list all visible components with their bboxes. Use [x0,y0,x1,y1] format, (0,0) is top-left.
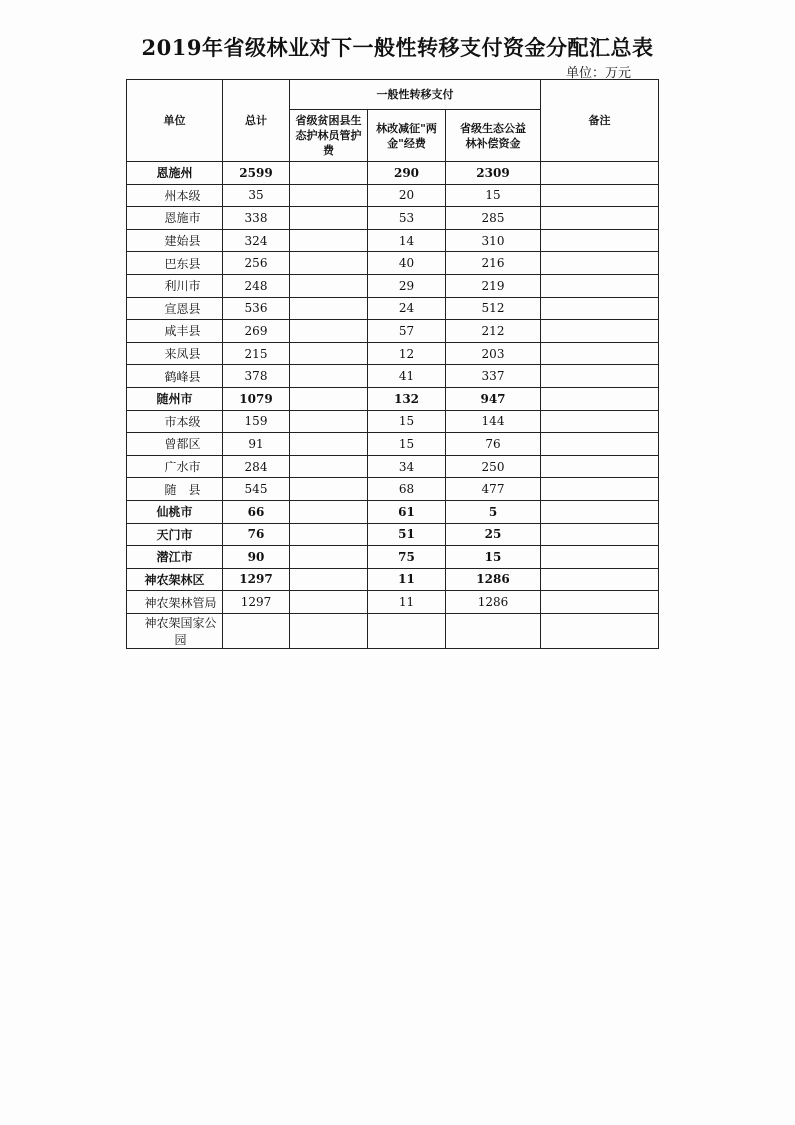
total-cell: 338 [223,207,290,230]
forest-reform-fund-cell: 75 [368,546,446,569]
unit-name-cell: 仙桃市 [127,500,223,523]
header-unit: 单位 [127,80,223,162]
total-cell: 35 [223,184,290,207]
forest-ranger-fee-cell [290,297,368,320]
table-row [127,546,659,569]
total-cell: 159 [223,410,290,433]
forest-reform-fund-cell: 68 [368,478,446,501]
forest-reform-fund-cell: 14 [368,229,446,252]
forest-ranger-fee-cell [290,613,368,648]
unit-name-cell: 鹤峰县 [127,365,223,388]
forest-reform-fund-cell: 290 [368,162,446,185]
table-row [127,455,659,478]
table-row [127,320,659,343]
remark-cell [541,433,659,456]
table-row [127,162,659,185]
forest-reform-fund-cell: 51 [368,523,446,546]
table-row [127,478,659,501]
header-forest-ranger-fee: 省级贫困县生态护林员管护费 [290,110,368,162]
forest-reform-fund-cell: 20 [368,184,446,207]
unit-name-cell: 巴东县 [127,252,223,275]
table-row [127,613,659,648]
remark-cell [541,207,659,230]
table-row [127,342,659,365]
forest-ranger-fee-cell [290,229,368,252]
total-cell: 545 [223,478,290,501]
remark-cell [541,297,659,320]
ecological-compensation-cell: 947 [446,387,541,410]
forest-reform-fund-cell: 57 [368,320,446,343]
forest-reform-fund-cell: 24 [368,297,446,320]
ecological-compensation-cell: 285 [446,207,541,230]
document-title: 2019年省级林业对下一般性转移支付资金分配汇总表 [141,35,654,60]
ecological-compensation-cell: 144 [446,410,541,433]
unit-name-cell: 市本级 [127,410,223,433]
forest-reform-fund-cell: 15 [368,410,446,433]
total-cell: 90 [223,546,290,569]
remark-cell [541,591,659,614]
remark-cell [541,568,659,591]
ecological-compensation-cell: 1286 [446,568,541,591]
unit-name-cell: 神农架国家公园 [127,613,223,648]
unit-note: 单位：万元 [565,66,631,81]
remark-cell [541,478,659,501]
ecological-compensation-cell: 216 [446,252,541,275]
unit-name-cell: 随州市 [127,387,223,410]
unit-name-cell: 建始县 [127,229,223,252]
table-row [127,523,659,546]
table-row [127,387,659,410]
forest-ranger-fee-cell [290,387,368,410]
total-cell: 284 [223,455,290,478]
ecological-compensation-cell: 219 [446,274,541,297]
unit-name-cell: 来凤县 [127,342,223,365]
total-cell: 76 [223,523,290,546]
remark-cell [541,252,659,275]
forest-ranger-fee-cell [290,591,368,614]
table-row [127,297,659,320]
total-cell: 215 [223,342,290,365]
unit-name-cell: 宣恩县 [127,297,223,320]
remark-cell [541,320,659,343]
table-row [127,365,659,388]
forest-reform-fund-cell [368,613,446,648]
forest-ranger-fee-cell [290,568,368,591]
unit-name-cell: 广水市 [127,455,223,478]
ecological-compensation-cell: 15 [446,546,541,569]
ecological-compensation-cell: 76 [446,433,541,456]
total-cell: 1079 [223,387,290,410]
total-cell: 66 [223,500,290,523]
ecological-compensation-cell: 1286 [446,591,541,614]
ecological-compensation-cell: 5 [446,500,541,523]
ecological-compensation-cell: 477 [446,478,541,501]
forest-ranger-fee-cell [290,500,368,523]
ecological-compensation-cell: 25 [446,523,541,546]
unit-name-cell: 曾都区 [127,433,223,456]
ecological-compensation-cell: 512 [446,297,541,320]
unit-name-cell: 利川市 [127,274,223,297]
total-cell: 91 [223,433,290,456]
forest-reform-fund-cell: 40 [368,252,446,275]
header-forest-reform-fund: 林改减征"两金"经费 [368,110,446,162]
unit-name-cell: 州本级 [127,184,223,207]
remark-cell [541,500,659,523]
ecological-compensation-cell: 15 [446,184,541,207]
forest-reform-fund-cell: 11 [368,568,446,591]
header-general-transfer: 一般性转移支付 [290,80,541,110]
forest-reform-fund-cell: 53 [368,207,446,230]
forest-ranger-fee-cell [290,365,368,388]
unit-name-cell: 恩施州 [127,162,223,185]
ecological-compensation-cell: 203 [446,342,541,365]
forest-ranger-fee-cell [290,523,368,546]
forest-ranger-fee-cell [290,455,368,478]
forest-ranger-fee-cell [290,320,368,343]
table-row [127,500,659,523]
remark-cell [541,162,659,185]
unit-name-cell: 潜江市 [127,546,223,569]
ecological-compensation-cell: 212 [446,320,541,343]
remark-cell [541,546,659,569]
remark-cell [541,387,659,410]
total-cell: 324 [223,229,290,252]
total-cell: 248 [223,274,290,297]
forest-ranger-fee-cell [290,342,368,365]
remark-cell [541,365,659,388]
total-cell: 256 [223,252,290,275]
header-total: 总计 [223,80,290,162]
total-cell: 378 [223,365,290,388]
forest-ranger-fee-cell [290,433,368,456]
forest-ranger-fee-cell [290,207,368,230]
forest-ranger-fee-cell [290,252,368,275]
table-row [127,229,659,252]
forest-reform-fund-cell: 41 [368,365,446,388]
total-cell: 2599 [223,162,290,185]
total-cell: 1297 [223,591,290,614]
unit-name-cell: 天门市 [127,523,223,546]
unit-name-cell: 咸丰县 [127,320,223,343]
total-cell: 536 [223,297,290,320]
forest-ranger-fee-cell [290,162,368,185]
table-row [127,207,659,230]
remark-cell [541,410,659,433]
forest-ranger-fee-cell [290,274,368,297]
unit-name-cell: 恩施市 [127,207,223,230]
remark-cell [541,274,659,297]
table-row [127,433,659,456]
unit-name-cell: 神农架林管局 [127,591,223,614]
table-row [127,252,659,275]
forest-reform-fund-cell: 12 [368,342,446,365]
total-cell: 1297 [223,568,290,591]
header-remark: 备注 [541,80,659,162]
forest-reform-fund-cell: 11 [368,591,446,614]
remark-cell [541,184,659,207]
total-cell [223,613,290,648]
forest-ranger-fee-cell [290,184,368,207]
forest-reform-fund-cell: 15 [368,433,446,456]
remark-cell [541,613,659,648]
total-cell: 269 [223,320,290,343]
forest-reform-fund-cell: 29 [368,274,446,297]
table-row [127,274,659,297]
unit-name-cell: 随 县 [127,478,223,501]
ecological-compensation-cell [446,613,541,648]
remark-cell [541,523,659,546]
allocation-table [126,79,659,649]
forest-ranger-fee-cell [290,478,368,501]
forest-ranger-fee-cell [290,410,368,433]
table-row [127,184,659,207]
table-row [127,410,659,433]
ecological-compensation-cell: 310 [446,229,541,252]
remark-cell [541,342,659,365]
table-row [127,591,659,614]
forest-reform-fund-cell: 34 [368,455,446,478]
header-ecological-compensation: 省级生态公益林补偿资金 [446,110,541,162]
ecological-compensation-cell: 2309 [446,162,541,185]
forest-reform-fund-cell: 61 [368,500,446,523]
unit-name-cell: 神农架林区 [127,568,223,591]
ecological-compensation-cell: 250 [446,455,541,478]
ecological-compensation-cell: 337 [446,365,541,388]
forest-reform-fund-cell: 132 [368,387,446,410]
forest-ranger-fee-cell [290,546,368,569]
remark-cell [541,455,659,478]
remark-cell [541,229,659,252]
table-row [127,568,659,591]
